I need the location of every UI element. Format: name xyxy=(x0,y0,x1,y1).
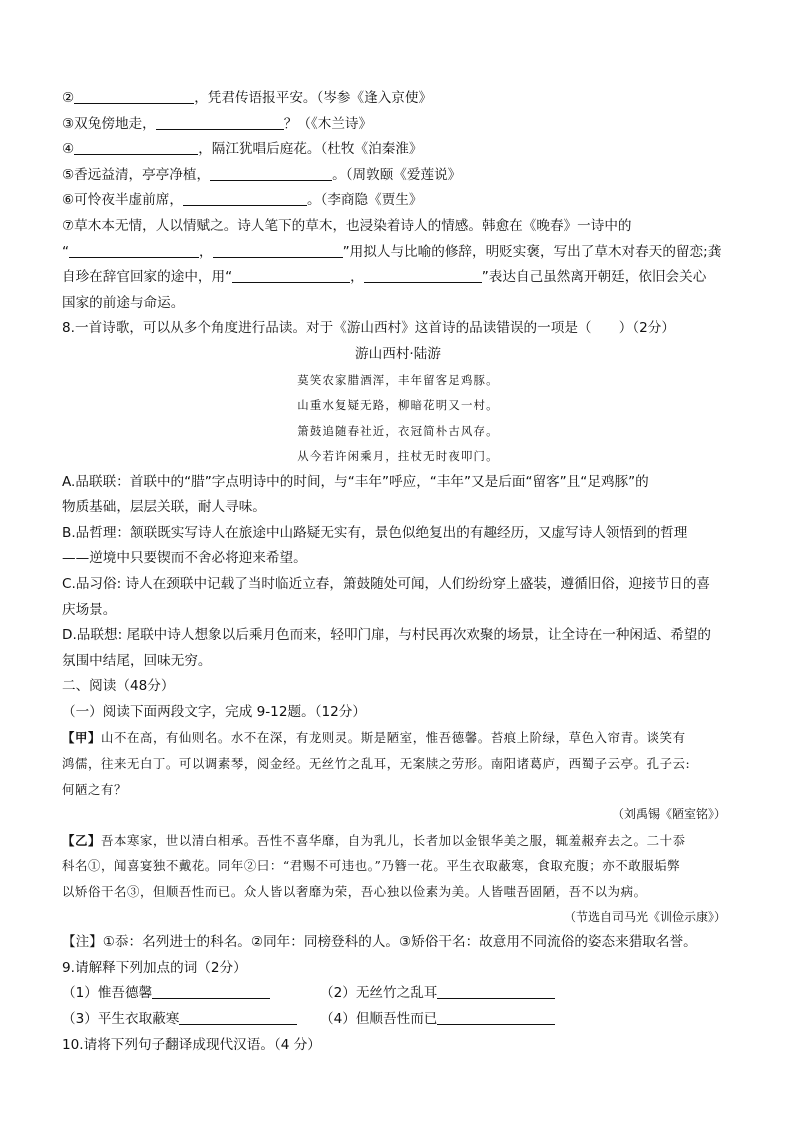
answer-blank[interactable] xyxy=(437,1009,555,1025)
option-b: B.品哲理：颔联既实写诗人在旅途中山路疑无实有，景色似绝复出的有趣经历，又虚写诗人领悟到的哲理 xyxy=(62,524,688,541)
passage-yi-line2: 科名①，闻喜宴独不戴花。同年②曰：“君赐不可违也。”乃簪一花。平生衣取蔽寒，食取充腹；亦不敢服垢弊 xyxy=(62,858,681,874)
option-a-cont: 物质基础，层层关联，耐人寻味。 xyxy=(62,499,266,516)
answer-blank[interactable] xyxy=(364,267,482,283)
passage-yi-line3: 以矫俗干名③，但顺吾性而已。众人皆以奢靡为荣，吾心独以俭素为美。人皆嗤吾固陋，吾不以为病。 xyxy=(62,884,647,900)
fill-in-q2: ② ，凭君传语报平安。（岑参《逢入京使》 xyxy=(62,90,433,106)
answer-blank[interactable] xyxy=(437,983,555,999)
section-heading: 二、阅读（48分） xyxy=(62,678,175,695)
poem-line: 箫鼓追随春社近，衣冠简朴古风存。 xyxy=(297,423,499,438)
passage-jia-line3: 何陋之有？ xyxy=(62,781,127,797)
fill-in-q7-line4: 国家的前途与命运。 xyxy=(62,294,185,311)
poem-line: 从今若许闲乘月，拄杖无时夜叩门。 xyxy=(297,449,499,464)
answer-blank[interactable] xyxy=(74,88,194,104)
answer-blank[interactable] xyxy=(69,242,199,258)
question-9-row2 xyxy=(62,1007,734,1033)
answer-blank[interactable] xyxy=(213,242,343,258)
q9-item-2: （2）无丝竹之乱耳 xyxy=(320,985,438,1002)
option-d: D.品联想: 尾联中诗人想象以后乘月色而来，轻叩门扉，与村民再次欢聚的场景，让全诗在一种闲适、希望的 xyxy=(62,627,711,644)
option-c: C.品习俗: 诗人在颈联中记载了当时临近立春，箫鼓随处可闻，人们纷纷穿上盛装，遵循旧俗，迎接节日的喜 xyxy=(62,575,711,592)
subsection-heading: （一）阅读下面两段文字，完成 9-12题。（12分） xyxy=(62,703,366,720)
option-a: A.品联联：首联中的“腊”字点明诗中的时间，与“丰年”呼应，“丰年”又是后面“留客”且“足鸡豚”的 xyxy=(62,473,649,490)
fill-in-q6: ⑥可怜夜半虚前席， 。（李商隐《贾生》 xyxy=(62,192,423,209)
annotation-note: 【注】①忝：名列进士的科名。②同年：同榜登科的人。③矫俗干名：故意用不同流俗的姿态来猎取名誉。 xyxy=(62,934,697,951)
question-9-row1 xyxy=(62,981,734,1007)
answer-blank[interactable] xyxy=(152,983,270,999)
q9-item-1: （1）惟吾德馨 xyxy=(62,985,153,1002)
q9-item-4: （4）但顺吾性而已 xyxy=(320,1011,438,1027)
poem-line: 莫笑农家腊酒浑，丰年留客足鸡豚。 xyxy=(297,372,499,387)
option-c-cont: 庆场景。 xyxy=(62,601,117,618)
passage-yi-source: （节选自司马光《训俭示康》） xyxy=(563,909,726,924)
passage-jia-source: （刘禹锡《陋室铭》） xyxy=(611,807,726,822)
question-9-stem: 9.请解释下列加点的词（2分） xyxy=(62,959,247,976)
fill-in-q7-line3: 自珍在辞官回家的途中，用“ ， ”表达自己虽然离开朝廷，依旧会关心 xyxy=(62,269,707,286)
answer-blank[interactable] xyxy=(210,165,332,181)
exam-page xyxy=(62,86,734,1058)
fill-in-q7-line1: ⑦草木本无情，人以情赋之。诗人笔下的草木，也浸染着诗人的情感。韩愈在《晚春》一诗中的 xyxy=(62,217,632,234)
fill-in-q7-line2: “ ， ”用拟人与比喻的修辞，明贬实褒，写出了草木对春天的留恋;龚 xyxy=(62,243,722,260)
q9-item-3: （3）平生衣取蔽寒 xyxy=(62,1011,180,1027)
passage-jia-line1: 【甲】山不在高，有仙则名。水不在深，有龙则灵。斯是陋室，惟吾德馨。苔痕上阶绿，草色入帘青。谈笑有 xyxy=(62,730,686,746)
passage-yi-line1: 【乙】吾本寒家，世以清白相承。吾性不喜华靡，自为乳儿，长者加以金银华美之服，辄羞赧弃去之。二十忝 xyxy=(62,832,686,848)
question-8-stem: 8.一首诗歌，可以从多个角度进行品读。对于《游山西村》这首诗的品读错误的一项是（ ）（2分） xyxy=(62,320,675,337)
answer-blank[interactable] xyxy=(179,1009,297,1025)
answer-blank[interactable] xyxy=(183,190,307,206)
poem-title: 游山西村·陆游 xyxy=(355,345,441,362)
answer-blank[interactable] xyxy=(156,114,284,130)
fill-in-q5: ⑤香远益清，亭亭净植， 。（周敦颐《爱莲说》 xyxy=(62,166,462,183)
question-10-stem: 10.请将下列句子翻译成现代汉语。（4 分） xyxy=(62,1036,321,1053)
poem-line: 山重水复疑无路，柳暗花明又一村。 xyxy=(297,398,499,413)
fill-in-q4: ④ ，隔江犹唱后庭花。（杜牧《泊秦淮》 xyxy=(62,141,423,158)
option-b-cont: ——逆境中只要锲而不舍必将迎来希望。 xyxy=(62,550,307,567)
option-d-cont: 氛围中结尾，回味无穷。 xyxy=(62,652,212,669)
passage-jia-line2: 鸿儒，往来无白丁。可以调素琴，阅金经。无丝竹之乱耳，无案牍之劳形。南阳诸葛庐，西蜀子云亭。孔子云: xyxy=(62,756,691,772)
answer-blank[interactable] xyxy=(232,267,350,283)
answer-blank[interactable] xyxy=(74,139,198,155)
fill-in-q3: ③双兔傍地走， ？（《木兰诗》 xyxy=(62,115,373,132)
